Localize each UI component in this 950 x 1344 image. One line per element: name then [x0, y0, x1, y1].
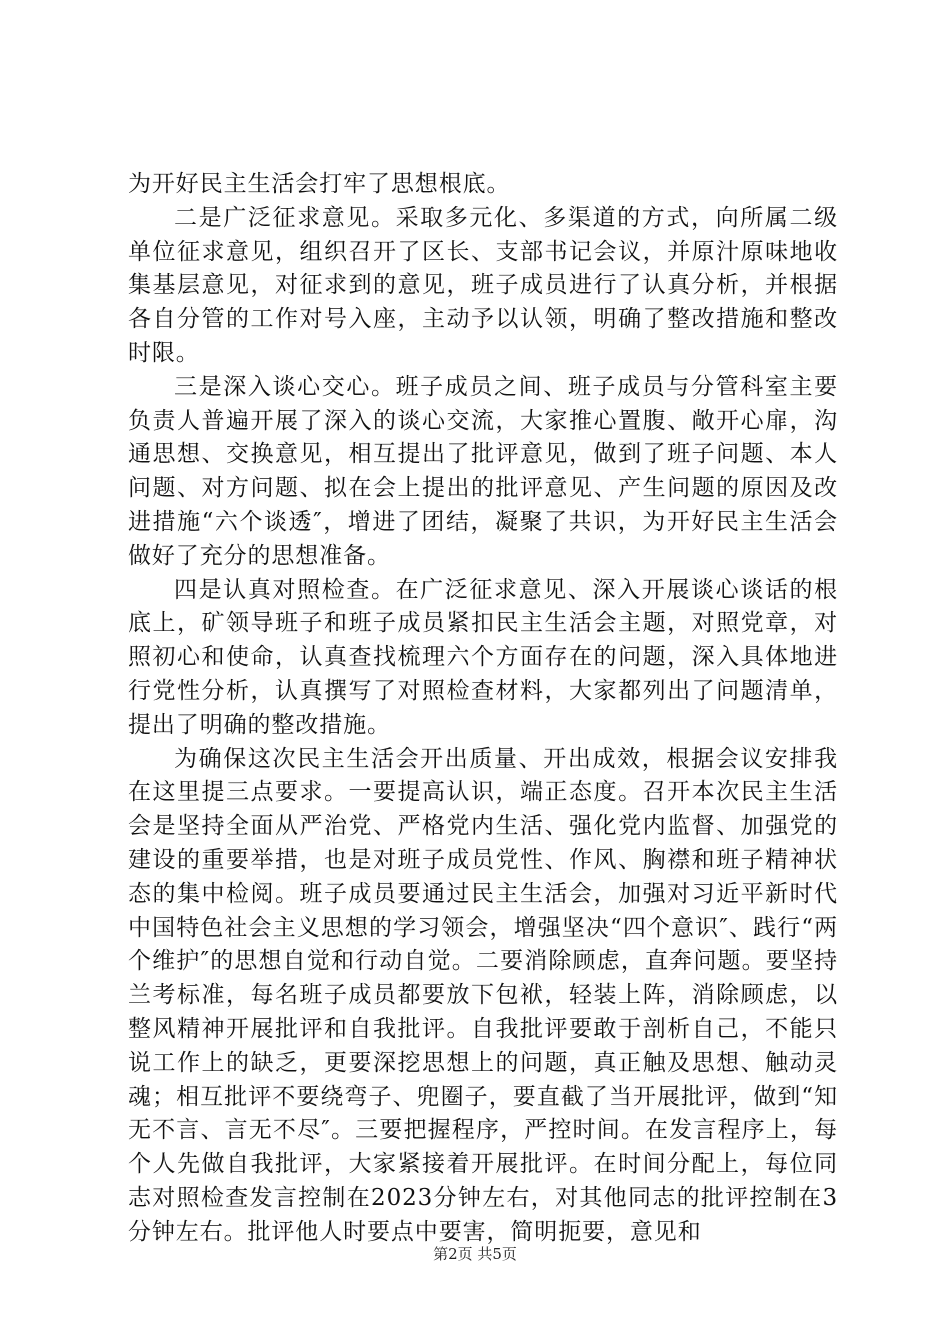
paragraph-continuation: 为开好民主生活会打牢了思想根底。 — [128, 171, 511, 197]
paragraph-heart-to-heart-talks: 三是深入谈心交心。班子成员之间、班子成员与分管科室主要负责人普遍开展了深入的谈心交流，大家推心置腹、敞开心扉，沟通思想、交换意见，相互提出了批评意见，做到了班子问题、本人问题、对方问题、拟在会上提出的批评意见、产生问题的原因及改进措施“六个谈透″，增进了团结，凝聚了共识，为开好民主生活会做好了充分的思想准备。 — [128, 373, 838, 569]
paragraph-solicit-opinions: 二是广泛征求意见。采取多元化、多渠道的方式，向所属二级单位征求意见，组织召开了区长、支部书记会议，并原汁原味地收集基层意见，对征求到的意见，班子成员进行了认真分析，并根据各自分管的工作对号入座，主动予以认领，明确了整改措施和整改时限。 — [128, 204, 838, 366]
paragraph-self-inspection: 四是认真对照检查。在广泛征求意见、深入开展谈心谈话的根底上，矿领导班子和班子成员紧扣民主生活会主题，对照党章，对照初心和使命，认真查找梳理六个方面存在的问题，深入具体地进行党性分析，认真撰写了对照检查材料，大家都列出了问题清单，提出了明确的整改措施。 — [128, 576, 838, 738]
paragraph-meeting-requirements: 为确保这次民主生活会开出质量、开出成效，根据会议安排我在这里提三点要求。一要提高认识，端正态度。召开本次民主生活会是坚持全面从严治党、严格党内生活、强化党内监督、加强党的建设的重要举措，也是对班子成员党性、作风、胸襟和班子精神状态的集中检阅。班子成员要通过民主生活会，加强对习近平新时代中国特色社会主义思想的学习领会，增强坚决“四个意识″、践行“两个维护″的思想自觉和行动自觉。二要消除顾虑，直奔问题。要坚持兰考标准，每名班子成员都要放下包袱，轻装上阵，消除顾虑，以整风精神开展批评和自我批评。自我批评要敢于剖析自己，不能只说工作上的缺乏，更要深挖思想上的问题，真正触及思想、触动灵魂；相互批评不要绕弯子、兜圈子，要直截了当开展批评，做到“知无不言、言无不尽″。三要把握程序，严控时间。在发言程序上，每个人先做自我批评，大家紧接着开展批评。在时间分配上，每位同志对照检查发言控制在2023分钟左右，对其他同志的批评控制在3分钟左右。批评他人时要点中要害，简明扼要，意见和 — [128, 745, 838, 1245]
document-body — [128, 168, 838, 1250]
page-footer: 第2页 共5页 — [433, 1245, 517, 1263]
